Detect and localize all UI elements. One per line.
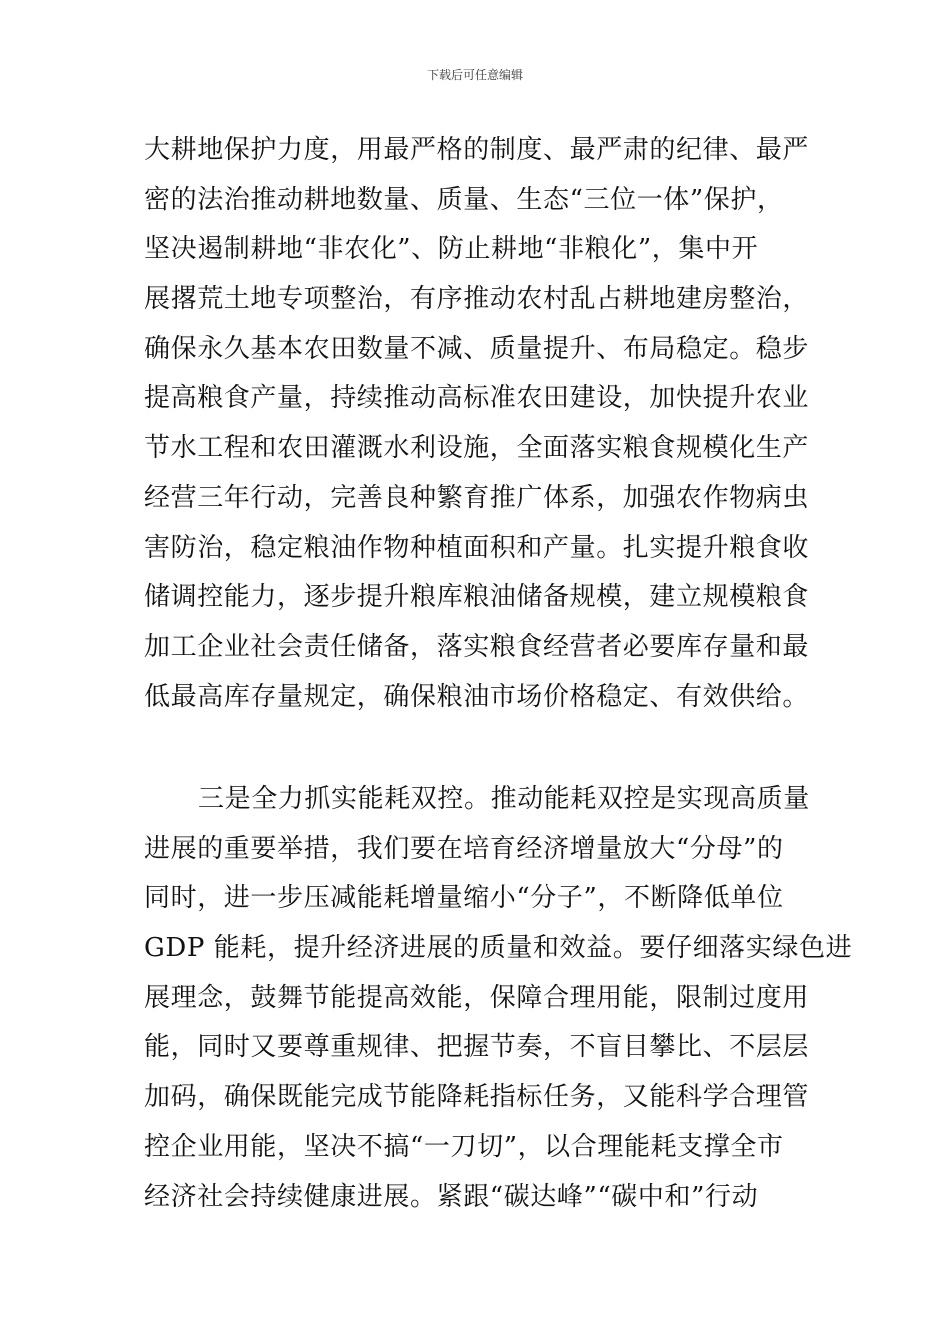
- text-line: 提高粮食产量，持续推动高标准农田建设，加快提升农业: [144, 383, 810, 414]
- text-line: 能，同时又要尊重规律、把握节奏，不盲目攀比、不层层: [144, 1032, 810, 1063]
- text-line: 控企业用能，坚决不搞“一刀切”，以合理能耗支撑全市: [144, 1131, 784, 1162]
- text-line: 确保永久基本农田数量不减、质量提升、布局稳定。稳步: [144, 333, 810, 364]
- text-line: 加码，确保既能完成节能降耗指标任务，又能科学合理管: [144, 1082, 810, 1113]
- text-line-first: 三是全力抓实能耗双控。推动能耗双控是实现高质量: [198, 784, 810, 814]
- text-line: 低最高库存量规定，确保粮油市场价格稳定、有效供给。: [144, 681, 810, 712]
- text-line: 节水工程和农田灌溉水利设施，全面落实粮食规模化生产: [144, 433, 810, 464]
- text-line: 进展的重要举措，我们要在培育经济增量放大“分母”的: [144, 833, 784, 864]
- text-line: 坚决遏制耕地“非农化”、防止耕地“非粮化”，集中开: [144, 234, 759, 265]
- text-line: 储调控能力，逐步提升粮库粮油储备规模，建立规模粮食: [144, 582, 810, 613]
- download-note: 下载后可任意编辑: [426, 68, 523, 82]
- text-line: 大耕地保护力度，用最严格的制度、最严肃的纪律、最严: [144, 135, 810, 165]
- text-line: 加工企业社会责任储备，落实粮食经营者必要库存量和最: [144, 631, 810, 662]
- text-line: 害防治，稳定粮油作物种植面积和产量。扎实提升粮食收: [144, 532, 810, 563]
- paragraph-farmland: [144, 126, 814, 722]
- text-line: 同时，进一步压减能耗增量缩小“分子”，不断降低单位: [144, 883, 784, 914]
- paragraph-energy-control: [144, 775, 853, 1222]
- text-line: GDP 能耗，提升经济进展的质量和效益。要仔细落实绿色进: [144, 933, 853, 964]
- text-line: 经济社会持续健康进展。紧跟“碳达峰”“碳中和”行动: [144, 1181, 759, 1212]
- text-line: 经营三年行动，完善良种繁育推广体系，加强农作物病虫: [144, 482, 810, 513]
- text-line: 展撂荒土地专项整治，有序推动农村乱占耕地建房整治，: [144, 284, 810, 315]
- text-line: 展理念，鼓舞节能提高效能，保障合理用能，限制过度用: [144, 982, 810, 1013]
- text-line: 密的法治推动耕地数量、质量、生态“三位一体”保护，: [144, 184, 784, 215]
